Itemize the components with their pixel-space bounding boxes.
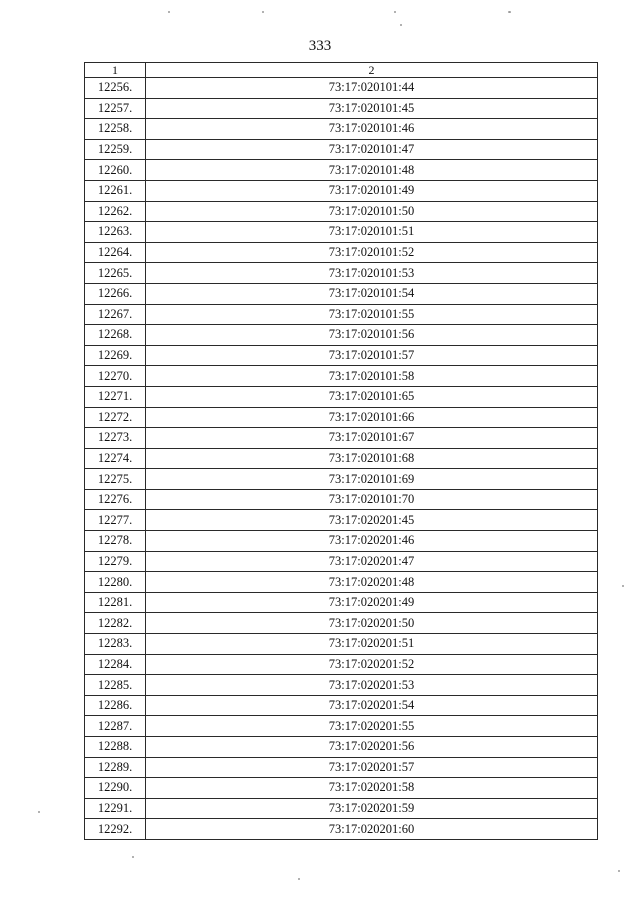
table-row bbox=[85, 634, 598, 655]
cadastral-number: 73:17:020101:55 bbox=[146, 304, 598, 325]
table-row bbox=[85, 572, 598, 593]
cadastral-number: 73:17:020201:60 bbox=[146, 819, 598, 840]
cadastral-number: 73:17:020201:46 bbox=[146, 531, 598, 552]
scan-speck bbox=[168, 11, 170, 13]
cadastral-number: 73:17:020101:52 bbox=[146, 242, 598, 263]
scan-speck bbox=[400, 24, 402, 26]
table-row bbox=[85, 819, 598, 840]
cadastral-number: 73:17:020101:46 bbox=[146, 119, 598, 140]
row-number: 12274. bbox=[85, 448, 146, 469]
cadastral-number: 73:17:020101:67 bbox=[146, 428, 598, 449]
scan-speck bbox=[618, 870, 620, 872]
cadastral-number: 73:17:020101:51 bbox=[146, 222, 598, 243]
column-header-cadastral: 2 bbox=[146, 63, 598, 78]
cadastral-number: 73:17:020201:54 bbox=[146, 695, 598, 716]
row-number: 12268. bbox=[85, 325, 146, 346]
row-number: 12260. bbox=[85, 160, 146, 181]
table-row bbox=[85, 304, 598, 325]
table-body bbox=[85, 78, 598, 840]
cadastral-number: 73:17:020201:49 bbox=[146, 592, 598, 613]
row-number: 12275. bbox=[85, 469, 146, 490]
table-row bbox=[85, 613, 598, 634]
table-row bbox=[85, 386, 598, 407]
table-header bbox=[85, 63, 598, 78]
table-row bbox=[85, 366, 598, 387]
row-number: 12273. bbox=[85, 428, 146, 449]
cadastral-number: 73:17:020101:57 bbox=[146, 345, 598, 366]
cadastral-number: 73:17:020201:50 bbox=[146, 613, 598, 634]
row-number: 12258. bbox=[85, 119, 146, 140]
cadastral-number: 73:17:020201:52 bbox=[146, 654, 598, 675]
cadastral-number: 73:17:020101:48 bbox=[146, 160, 598, 181]
table-row bbox=[85, 778, 598, 799]
row-number: 12278. bbox=[85, 531, 146, 552]
table-row bbox=[85, 531, 598, 552]
cadastral-number: 73:17:020101:56 bbox=[146, 325, 598, 346]
row-number: 12292. bbox=[85, 819, 146, 840]
row-number: 12276. bbox=[85, 489, 146, 510]
cadastral-number: 73:17:020101:70 bbox=[146, 489, 598, 510]
row-number: 12263. bbox=[85, 222, 146, 243]
table-row bbox=[85, 201, 598, 222]
cadastral-number: 73:17:020201:56 bbox=[146, 737, 598, 758]
table-row bbox=[85, 428, 598, 449]
table-row bbox=[85, 551, 598, 572]
row-number: 12288. bbox=[85, 737, 146, 758]
cadastral-number: 73:17:020201:57 bbox=[146, 757, 598, 778]
cadastral-number: 73:17:020101:45 bbox=[146, 98, 598, 119]
table-row bbox=[85, 345, 598, 366]
row-number: 12286. bbox=[85, 695, 146, 716]
cadastral-number: 73:17:020101:65 bbox=[146, 386, 598, 407]
row-number: 12256. bbox=[85, 78, 146, 99]
row-number: 12259. bbox=[85, 139, 146, 160]
cadastral-number: 73:17:020101:54 bbox=[146, 283, 598, 304]
row-number: 12269. bbox=[85, 345, 146, 366]
table-row bbox=[85, 757, 598, 778]
table-row bbox=[85, 119, 598, 140]
row-number: 12285. bbox=[85, 675, 146, 696]
table-row bbox=[85, 242, 598, 263]
cadastral-number: 73:17:020101:50 bbox=[146, 201, 598, 222]
row-number: 12282. bbox=[85, 613, 146, 634]
table-row bbox=[85, 798, 598, 819]
row-number: 12277. bbox=[85, 510, 146, 531]
row-number: 12270. bbox=[85, 366, 146, 387]
table-row bbox=[85, 180, 598, 201]
row-number: 12264. bbox=[85, 242, 146, 263]
table-row bbox=[85, 510, 598, 531]
row-number: 12281. bbox=[85, 592, 146, 613]
table-row bbox=[85, 325, 598, 346]
scan-speck bbox=[38, 811, 40, 813]
cadastral-number: 73:17:020201:51 bbox=[146, 634, 598, 655]
cadastral-number: 73:17:020101:47 bbox=[146, 139, 598, 160]
row-number: 12291. bbox=[85, 798, 146, 819]
table-row bbox=[85, 675, 598, 696]
row-number: 12266. bbox=[85, 283, 146, 304]
row-number: 12257. bbox=[85, 98, 146, 119]
row-number: 12279. bbox=[85, 551, 146, 572]
scan-speck bbox=[262, 11, 264, 13]
cadastral-number: 73:17:020101:53 bbox=[146, 263, 598, 284]
cadastral-number: 73:17:020101:44 bbox=[146, 78, 598, 99]
row-number: 12267. bbox=[85, 304, 146, 325]
row-number: 12283. bbox=[85, 634, 146, 655]
scan-speck bbox=[298, 878, 300, 880]
table-row bbox=[85, 737, 598, 758]
row-number: 12284. bbox=[85, 654, 146, 675]
table-row bbox=[85, 139, 598, 160]
cadastral-number: 73:17:020201:58 bbox=[146, 778, 598, 799]
table-row bbox=[85, 263, 598, 284]
cadastral-number: 73:17:020201:53 bbox=[146, 675, 598, 696]
column-header-number: 1 bbox=[85, 63, 146, 78]
cadastral-number: 73:17:020101:69 bbox=[146, 469, 598, 490]
cadastral-number: 73:17:020201:55 bbox=[146, 716, 598, 737]
table-row bbox=[85, 654, 598, 675]
table-row bbox=[85, 716, 598, 737]
table-row bbox=[85, 469, 598, 490]
cadastral-number: 73:17:020201:45 bbox=[146, 510, 598, 531]
page-number: 333 bbox=[308, 38, 332, 54]
table-row bbox=[85, 448, 598, 469]
row-number: 12265. bbox=[85, 263, 146, 284]
cadastral-number: 73:17:020201:48 bbox=[146, 572, 598, 593]
table-row bbox=[85, 98, 598, 119]
table-row bbox=[85, 222, 598, 243]
cadastral-number: 73:17:020101:66 bbox=[146, 407, 598, 428]
table-row bbox=[85, 592, 598, 613]
scan-speck bbox=[622, 585, 624, 587]
row-number: 12287. bbox=[85, 716, 146, 737]
table-row bbox=[85, 407, 598, 428]
row-number: 12271. bbox=[85, 386, 146, 407]
cadastral-number: 73:17:020201:47 bbox=[146, 551, 598, 572]
cadastral-number: 73:17:020101:68 bbox=[146, 448, 598, 469]
table-row bbox=[85, 695, 598, 716]
scan-speck bbox=[132, 856, 134, 858]
scan-speck bbox=[394, 11, 396, 13]
registry-table bbox=[84, 62, 598, 840]
cadastral-number: 73:17:020101:49 bbox=[146, 180, 598, 201]
row-number: 12262. bbox=[85, 201, 146, 222]
table-row bbox=[85, 160, 598, 181]
header-row bbox=[85, 63, 598, 78]
table-row bbox=[85, 489, 598, 510]
row-number: 12290. bbox=[85, 778, 146, 799]
table-row bbox=[85, 283, 598, 304]
cadastral-number: 73:17:020101:58 bbox=[146, 366, 598, 387]
cadastral-number: 73:17:020201:59 bbox=[146, 798, 598, 819]
row-number: 12261. bbox=[85, 180, 146, 201]
scan-speck bbox=[508, 11, 511, 13]
row-number: 12280. bbox=[85, 572, 146, 593]
table-row bbox=[85, 78, 598, 99]
row-number: 12289. bbox=[85, 757, 146, 778]
row-number: 12272. bbox=[85, 407, 146, 428]
